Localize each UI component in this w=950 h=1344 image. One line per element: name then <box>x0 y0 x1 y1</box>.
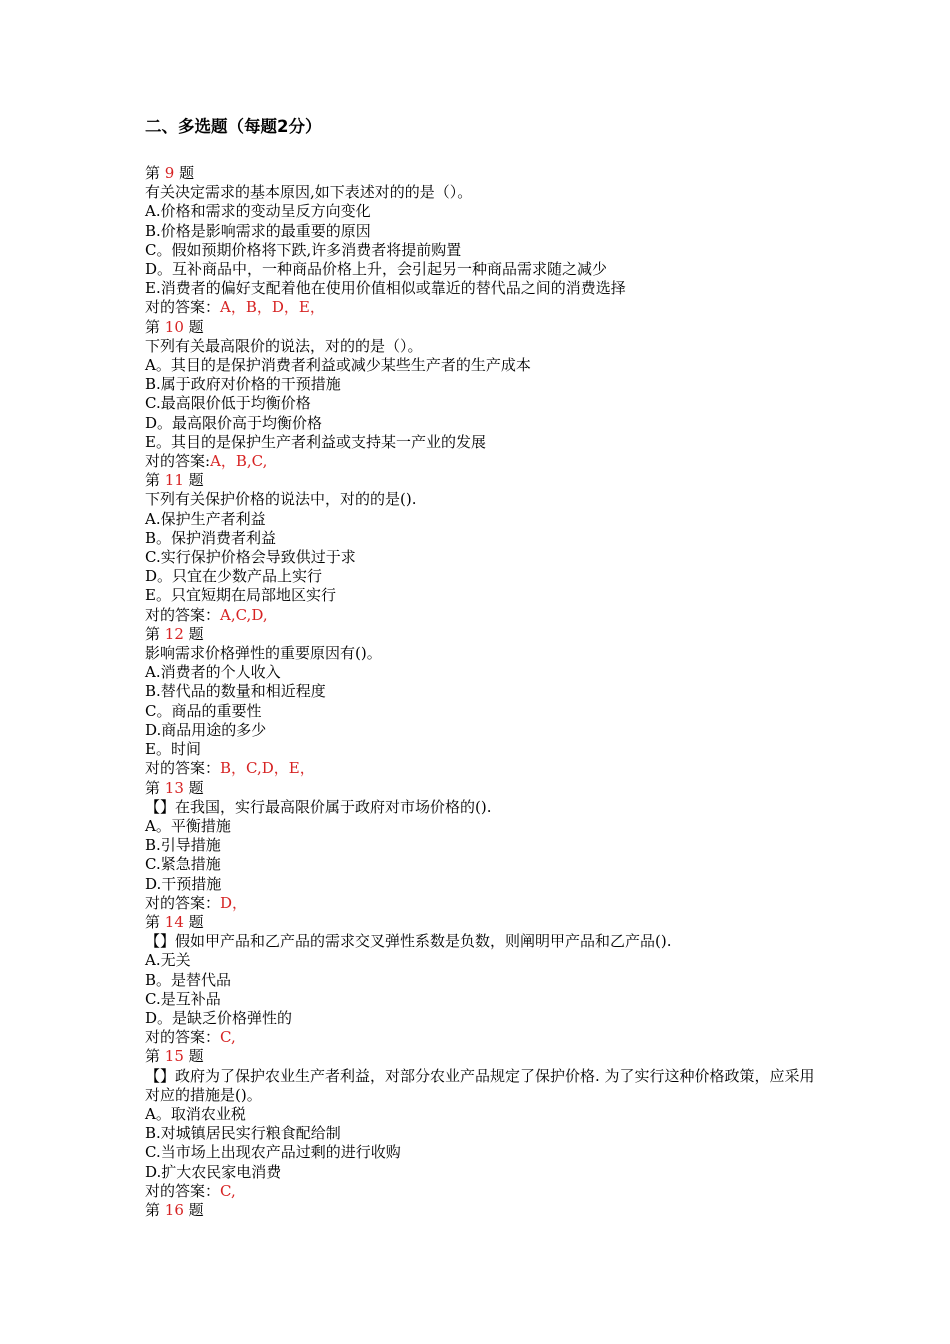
question-number-prefix: 第 <box>145 624 165 643</box>
answer-option: D.商品用途的多少 <box>145 720 267 739</box>
question-number <box>145 471 825 490</box>
answer-label: 对的答案： <box>145 1181 221 1200</box>
question-number <box>145 625 825 644</box>
question-block <box>145 779 825 913</box>
question-number-suffix: 题 <box>183 1047 204 1066</box>
question-number-value: 10 <box>164 317 184 336</box>
question-number-value: 13 <box>164 778 184 797</box>
question-number-prefix: 第 <box>145 1200 165 1219</box>
question-number <box>145 913 825 932</box>
answer-option: E。其目的是保护生产者利益或支持某一产业的发展 <box>145 432 486 451</box>
answer-option: C。假如预期价格将下跌,许多消费者将提前购置 <box>145 240 462 259</box>
answer-option: B.引导措施 <box>145 836 221 855</box>
answer-value: A，B,C, <box>210 452 268 471</box>
answer-option: C.是互补品 <box>145 989 221 1008</box>
answer-option: B.价格是影响需求的最重要的原因 <box>145 221 371 240</box>
answer-option: A。平衡措施 <box>145 816 231 835</box>
question-stem: 下列有关保护价格的说法中，对的的是(). <box>145 490 417 509</box>
answer-option: E。只宜短期在局部地区实行 <box>145 586 336 605</box>
question-number-prefix: 第 <box>145 471 165 490</box>
answer-label: 对的答案： <box>145 1028 221 1047</box>
answer-value: A,C,D, <box>220 605 268 624</box>
correct-answer <box>145 1182 825 1201</box>
question-block <box>145 625 825 779</box>
question-number-prefix: 第 <box>145 778 165 797</box>
answer-option: E.消费者的偏好支配着他在使用价值相似或靠近的替代品之间的消费选择 <box>145 279 626 298</box>
question-block <box>145 913 825 1047</box>
answer-option: C.紧急措施 <box>145 855 221 874</box>
answer-value: C, <box>220 1028 236 1047</box>
answer-value: C, <box>220 1181 236 1200</box>
answer-label: 对的答案： <box>145 298 221 317</box>
answer-value: D， <box>220 893 248 912</box>
question-number-prefix: 第 <box>145 317 165 336</box>
answer-option: A。其目的是保护消费者利益或减少某些生产者的生产成本 <box>145 356 531 375</box>
question-stem: 【】政府为了保护农业生产者利益，对部分农业产品规定了保护价格. 为了实行这种价格政策，应采用对应的措施是()。 <box>145 1066 815 1104</box>
answer-label: 对的答案： <box>145 605 221 624</box>
question-number-value: 14 <box>164 912 184 931</box>
question-block <box>145 1201 825 1220</box>
question-number-suffix: 题 <box>183 317 204 336</box>
answer-option: D。只宜在少数产品上实行 <box>145 567 323 586</box>
question-list <box>145 164 825 1220</box>
answer-option: D。互补商品中，一种商品价格上升，会引起另一种商品需求随之减少 <box>145 260 608 279</box>
question-number-value: 15 <box>164 1047 184 1066</box>
question-number-value: 16 <box>164 1200 184 1219</box>
answer-value: A，B，D，E， <box>220 298 325 317</box>
answer-option: D。是缺乏价格弹性的 <box>145 1008 293 1027</box>
question-number-prefix: 第 <box>145 912 165 931</box>
answer-option: C.实行保护价格会导致供过于求 <box>145 548 356 567</box>
answer-option: B。保护消费者利益 <box>145 528 277 547</box>
question-stem: 下列有关最高限价的说法，对的的是（）。 <box>145 336 423 355</box>
question-number <box>145 1201 825 1220</box>
question-stem: 【】在我国，实行最高限价属于政府对市场价格的(). <box>145 797 492 816</box>
answer-option: B。是替代品 <box>145 970 232 989</box>
question-number-suffix: 题 <box>174 164 195 182</box>
question-block <box>145 1047 825 1201</box>
question-number-suffix: 题 <box>183 912 204 931</box>
question-number <box>145 164 825 183</box>
question-stem: 影响需求价格弹性的重要原因有()。 <box>145 644 382 663</box>
question-number-prefix: 第 <box>145 164 165 182</box>
question-block <box>145 318 825 472</box>
question-stem: 【】假如甲产品和乙产品的需求交叉弹性系数是负数，则阐明甲产品和乙产品(). <box>145 932 672 951</box>
question-block <box>145 471 825 625</box>
answer-option: D.干预措施 <box>145 874 222 893</box>
question-number-suffix: 题 <box>183 624 204 643</box>
question-number <box>145 779 825 798</box>
correct-answer <box>145 894 825 913</box>
answer-option: A.消费者的个人收入 <box>145 663 281 682</box>
section-title: 二、多选题（每题2分） <box>145 117 322 136</box>
correct-answer <box>145 759 825 778</box>
question-number-suffix: 题 <box>183 778 204 797</box>
answer-option: B.替代品的数量和相近程度 <box>145 682 326 701</box>
document-page <box>145 116 825 1220</box>
answer-option: D.扩大农民家电消费 <box>145 1162 282 1181</box>
answer-label: 对的答案： <box>145 893 221 912</box>
answer-option: A.保护生产者利益 <box>145 509 266 528</box>
question-number-suffix: 题 <box>183 471 204 490</box>
question-number <box>145 318 825 337</box>
question-block <box>145 164 825 318</box>
answer-label: 对的答案： <box>145 759 221 778</box>
question-stem: 有关决定需求的基本原因,如下表述对的的是（）。 <box>145 183 473 202</box>
answer-label: 对的答案: <box>145 452 211 471</box>
answer-option: A。取消农业税 <box>145 1104 246 1123</box>
answer-option: C.最高限价低于均衡价格 <box>145 394 311 413</box>
answer-option: A.价格和需求的变动呈反方向变化 <box>145 202 371 221</box>
answer-option: E。时间 <box>145 740 201 759</box>
question-number-prefix: 第 <box>145 1047 165 1066</box>
question-number-value: 12 <box>164 624 184 643</box>
answer-option: C.当市场上出现农产品过剩的进行收购 <box>145 1143 401 1162</box>
answer-option: B.属于政府对价格的干预措施 <box>145 375 341 394</box>
question-number-value: 9 <box>164 164 175 182</box>
question-number <box>145 1047 825 1066</box>
answer-value: B，C,D，E， <box>220 759 315 778</box>
answer-option: D。最高限价高于均衡价格 <box>145 413 323 432</box>
answer-option: A.无关 <box>145 951 191 970</box>
question-number-value: 11 <box>164 471 184 490</box>
correct-answer <box>145 1028 825 1047</box>
answer-option: B.对城镇居民实行粮食配给制 <box>145 1124 341 1143</box>
question-number-suffix: 题 <box>183 1200 204 1219</box>
answer-option: C。商品的重要性 <box>145 701 262 720</box>
correct-answer <box>145 298 825 317</box>
correct-answer <box>145 452 825 471</box>
correct-answer <box>145 606 825 625</box>
